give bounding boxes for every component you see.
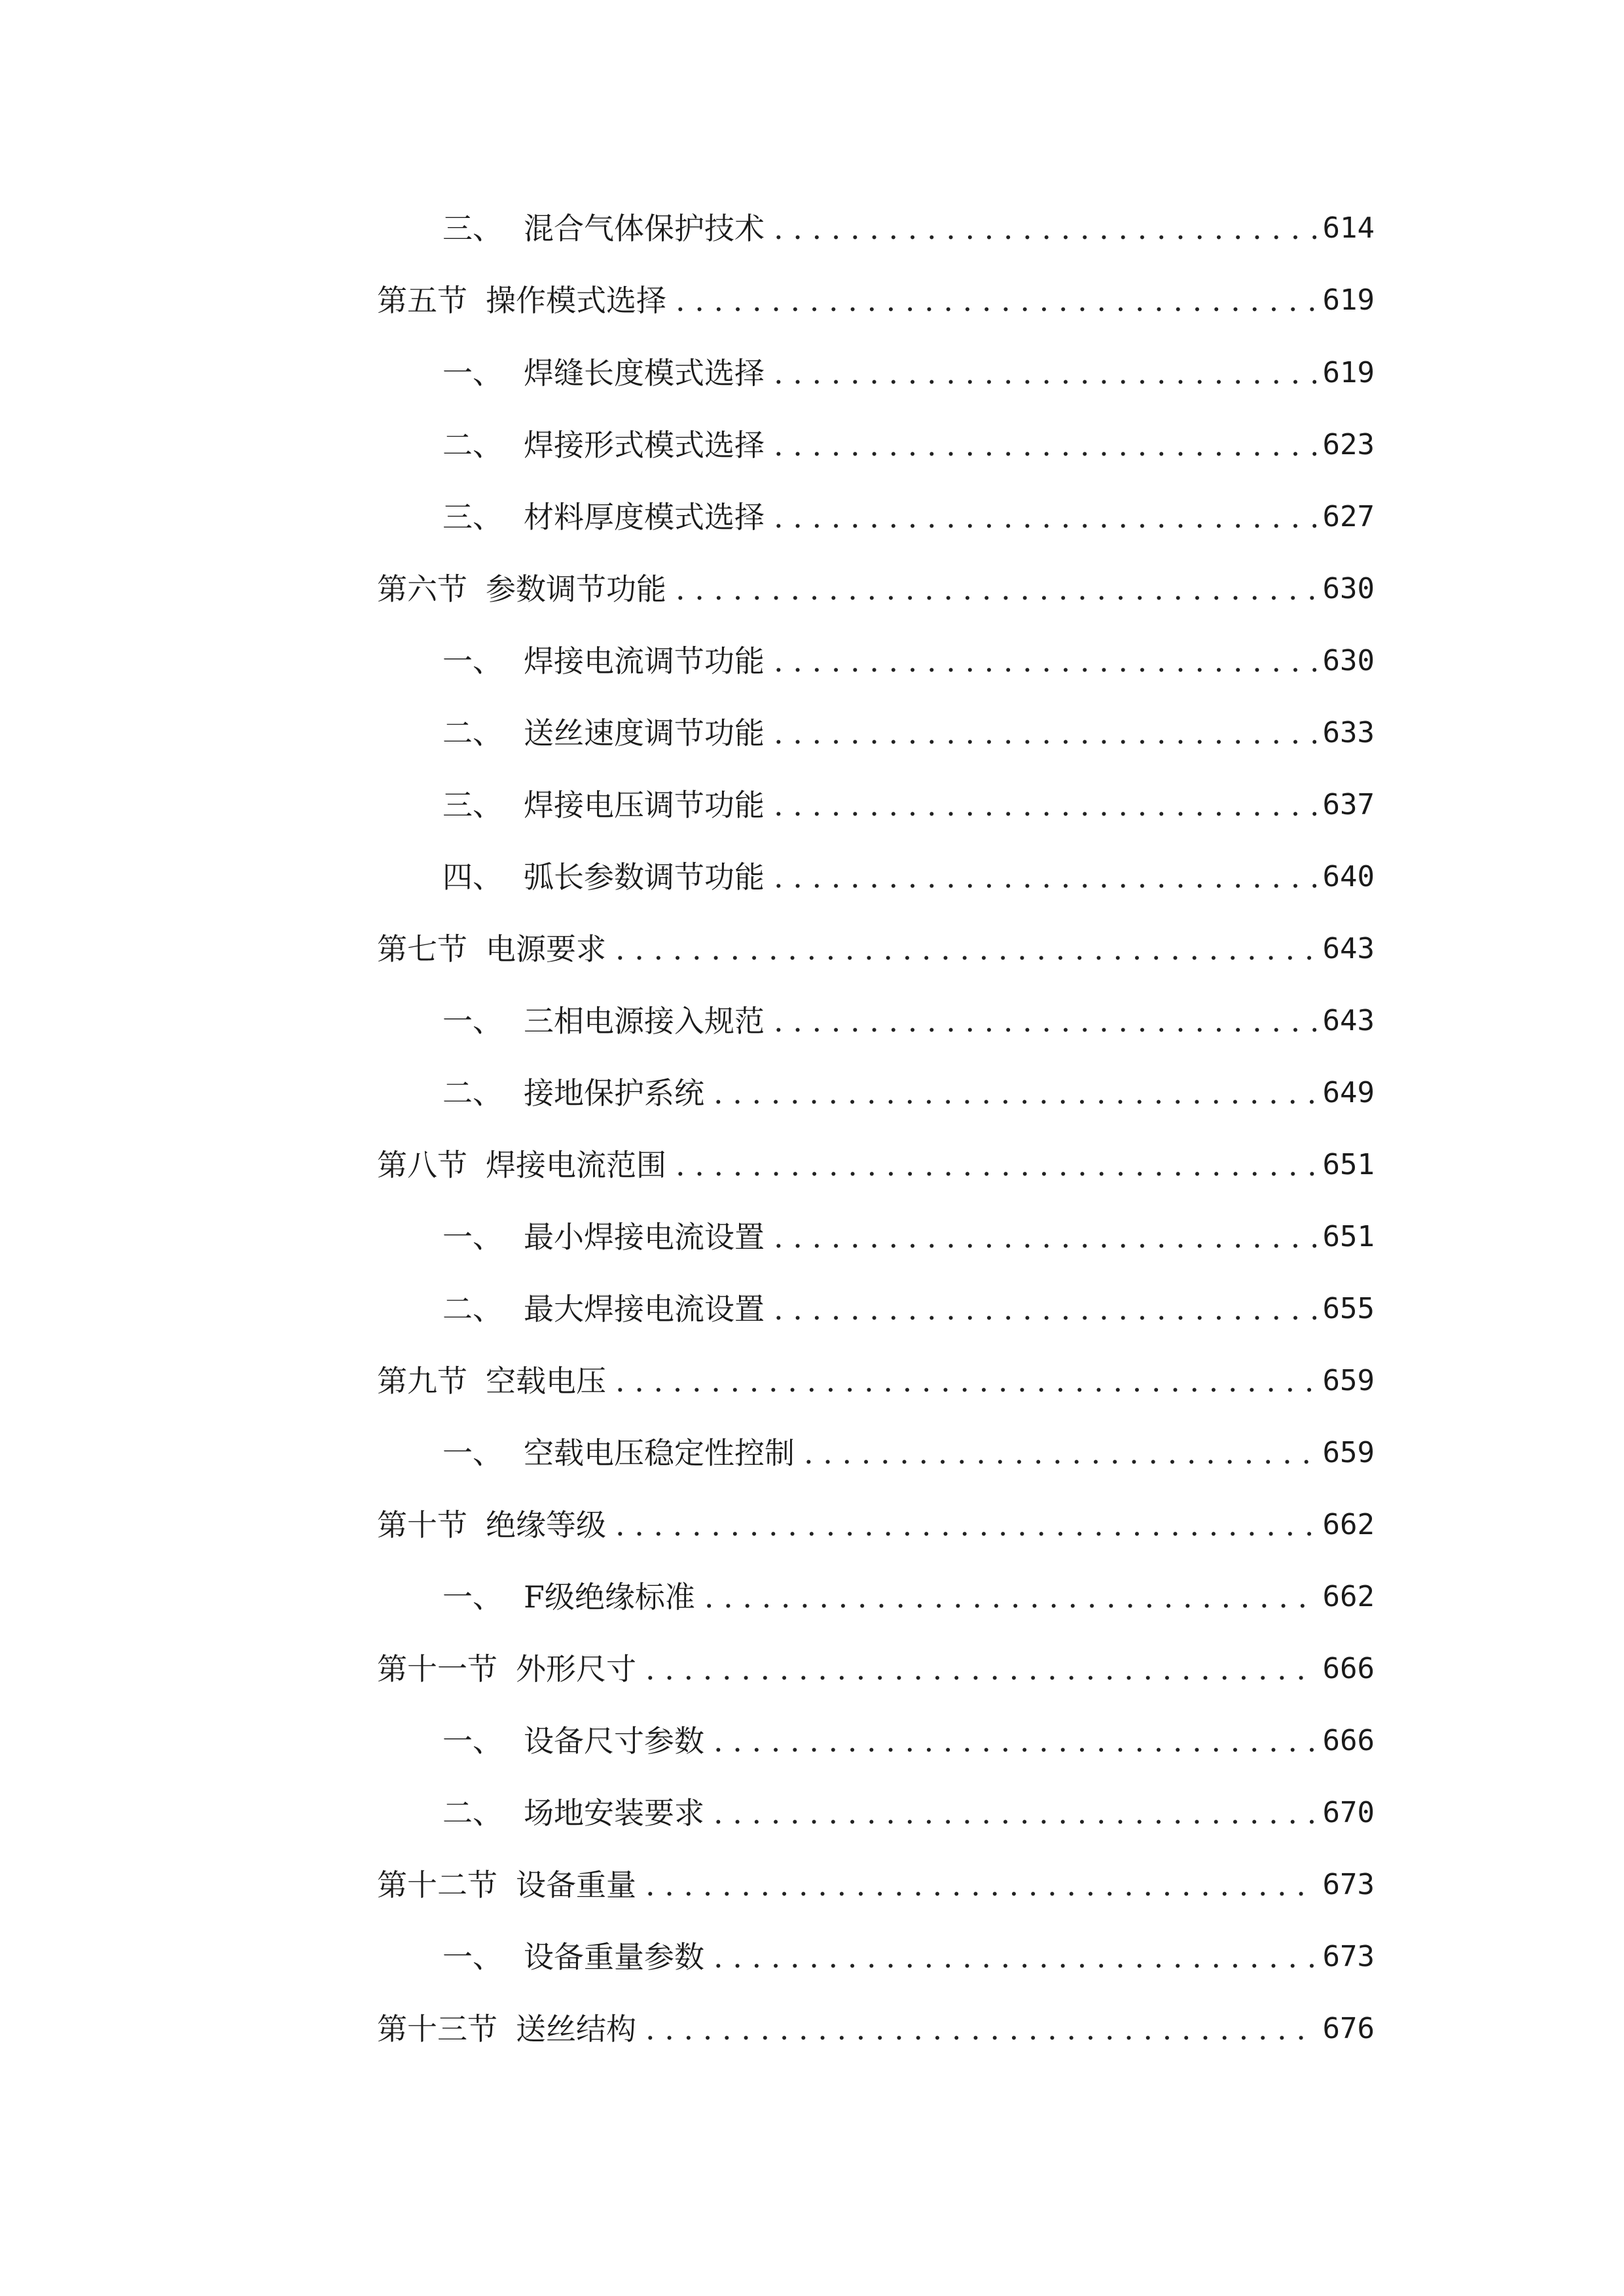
toc-entry[interactable]: [442, 1283, 1375, 1335]
toc-entry[interactable]: [377, 1643, 1375, 1695]
dot-leader: [676, 1139, 1316, 1191]
toc-entry-title: 焊接电流范围: [486, 1147, 666, 1183]
toc-entry-title: 空载电压: [486, 1363, 606, 1399]
toc-entry-title: 焊接形式模式选择: [524, 427, 765, 463]
toc-entry-page: 676: [1322, 2012, 1375, 2045]
toc-entry-page: 630: [1322, 572, 1375, 605]
dot-leader: [774, 1283, 1316, 1335]
toc-entry-page: 614: [1322, 211, 1375, 245]
toc-entry[interactable]: [377, 1859, 1375, 1911]
toc-entry-title: 弧长参数调节功能: [524, 859, 765, 895]
toc-entry-page: 651: [1322, 1148, 1375, 1181]
dot-leader: [713, 1931, 1316, 1983]
toc-entry[interactable]: [442, 995, 1375, 1047]
toc-entry-title: 电源要求: [486, 931, 606, 967]
dot-leader: [713, 1787, 1316, 1839]
dot-leader: [774, 419, 1316, 471]
toc-entry-page: 637: [1322, 788, 1375, 821]
dot-leader: [774, 995, 1316, 1047]
toc-entry-number: 一、: [442, 1723, 503, 1759]
toc-entry-title: 绝缘等级: [486, 1507, 606, 1543]
toc-entry[interactable]: [377, 923, 1375, 975]
toc-entry-number: 一、: [442, 1435, 503, 1471]
toc-entry-number: 第十二节: [377, 1867, 497, 1903]
toc-entry-number: 三、: [442, 787, 503, 823]
toc-entry-page: 651: [1322, 1220, 1375, 1253]
dot-leader: [774, 491, 1316, 543]
dot-leader: [704, 1571, 1316, 1623]
toc-entry-title: 设备重量: [516, 1867, 636, 1903]
toc-entry[interactable]: [442, 347, 1375, 399]
toc-entry[interactable]: [442, 1211, 1375, 1263]
toc-entry-page: 627: [1322, 500, 1375, 533]
toc-entry-title: 焊接电压调节功能: [524, 787, 765, 823]
toc-entry-number: 二、: [442, 1795, 503, 1831]
toc-entry[interactable]: [442, 1931, 1375, 1983]
toc-entry-page: 670: [1322, 1796, 1375, 1829]
toc-entry-number: 一、: [442, 1579, 503, 1615]
toc-entry-number: 第九节: [377, 1363, 467, 1399]
toc-entry-number: 第十节: [377, 1507, 467, 1543]
toc-entry-number: 一、: [442, 355, 503, 391]
toc-entry-number: 第十三节: [377, 2011, 497, 2047]
toc-entry-title: 设备尺寸参数: [524, 1723, 704, 1759]
dot-leader: [774, 202, 1316, 255]
dot-leader: [615, 1355, 1316, 1407]
toc-entry[interactable]: [442, 635, 1375, 687]
toc-entry[interactable]: [442, 1787, 1375, 1839]
toc-entry-number: 二、: [442, 1075, 503, 1111]
toc-entry[interactable]: [377, 1355, 1375, 1407]
toc-entry-title: 空载电压稳定性控制: [524, 1435, 795, 1471]
toc-entry-title: 操作模式选择: [486, 283, 666, 318]
toc-entry-number: 第六节: [377, 571, 467, 607]
toc-entry[interactable]: [377, 1499, 1375, 1551]
toc-entry-page: 643: [1322, 932, 1375, 965]
toc-entry-page: 649: [1322, 1076, 1375, 1109]
toc-entry-title: 混合气体保护技术: [524, 211, 765, 246]
toc-entry-number: 三、: [442, 211, 503, 246]
toc-entry-number: 二、: [442, 1291, 503, 1327]
toc-entry[interactable]: [377, 2003, 1375, 2055]
toc-entry-number: 一、: [442, 1003, 503, 1039]
toc-entry-page: 659: [1322, 1436, 1375, 1469]
toc-entry-page: 666: [1322, 1652, 1375, 1685]
dot-leader: [804, 1427, 1316, 1479]
toc-entry-page: 623: [1322, 428, 1375, 461]
toc-entry[interactable]: [442, 491, 1375, 543]
toc-entry[interactable]: [442, 1715, 1375, 1767]
toc-entry-title: 送丝速度调节功能: [524, 715, 765, 751]
toc-entry-page: 619: [1322, 356, 1375, 389]
dot-leader: [615, 1499, 1316, 1551]
dot-leader: [774, 707, 1316, 759]
toc-entry-title: 设备重量参数: [524, 1939, 704, 1975]
dot-leader: [615, 923, 1316, 975]
toc-entry-page: 640: [1322, 860, 1375, 893]
toc-entry[interactable]: [442, 707, 1375, 759]
toc-entry-page: 659: [1322, 1364, 1375, 1397]
toc-entry-page: 643: [1322, 1004, 1375, 1037]
toc-entry-number: 一、: [442, 1939, 503, 1975]
toc-entry-page: 630: [1322, 644, 1375, 677]
toc-entry[interactable]: [442, 419, 1375, 471]
toc-entry-page: 655: [1322, 1292, 1375, 1325]
toc-entry[interactable]: [442, 202, 1375, 255]
dot-leader: [774, 851, 1316, 903]
toc-entry-number: 第八节: [377, 1147, 467, 1183]
toc-entry-title: 材料厚度模式选择: [524, 499, 765, 535]
toc-entry-title: F级绝缘标准: [524, 1579, 695, 1615]
dot-leader: [645, 1859, 1316, 1911]
dot-leader: [774, 1211, 1316, 1263]
toc-entry-page: 666: [1322, 1724, 1375, 1757]
toc-entry-number: 第十一节: [377, 1651, 497, 1687]
toc-entry-number: 四、: [442, 859, 503, 895]
toc-entry-number: 第五节: [377, 283, 467, 318]
toc-entry-title: 三相电源接入规范: [524, 1003, 765, 1039]
toc-entry-number: 二、: [442, 715, 503, 751]
toc-entry[interactable]: [377, 274, 1375, 327]
dot-leader: [676, 563, 1316, 615]
toc-entry-page: 662: [1322, 1580, 1375, 1613]
toc-entry-title: 接地保护系统: [524, 1075, 704, 1111]
toc-entry-title: 场地安装要求: [524, 1795, 704, 1831]
toc-entry[interactable]: [442, 779, 1375, 831]
toc-entry-number: 一、: [442, 643, 503, 679]
toc-entry-title: 焊缝长度模式选择: [524, 355, 765, 391]
toc-entry-title: 焊接电流调节功能: [524, 643, 765, 679]
toc-entry[interactable]: [442, 1067, 1375, 1119]
dot-leader: [774, 635, 1316, 687]
toc-entry-title: 送丝结构: [516, 2011, 636, 2047]
toc-entry[interactable]: [442, 851, 1375, 903]
dot-leader: [645, 1643, 1316, 1695]
toc-entry[interactable]: [442, 1427, 1375, 1479]
toc-entry-number: 二、: [442, 427, 503, 463]
toc-entry-title: 外形尺寸: [516, 1651, 636, 1687]
toc-entry-page: 662: [1322, 1508, 1375, 1541]
toc-entry-number: 第七节: [377, 931, 467, 967]
toc-entry-number: 三、: [442, 499, 503, 535]
dot-leader: [676, 274, 1316, 327]
toc-entry-title: 最大焊接电流设置: [524, 1291, 765, 1327]
toc-entry-number: 一、: [442, 1219, 503, 1255]
toc-entry[interactable]: [442, 1571, 1375, 1623]
toc-entry-page: 673: [1322, 1868, 1375, 1901]
toc-entry-title: 最小焊接电流设置: [524, 1219, 765, 1255]
toc-entry[interactable]: [377, 563, 1375, 615]
toc-entry-page: 673: [1322, 1940, 1375, 1973]
toc-entry-title: 参数调节功能: [486, 571, 666, 607]
dot-leader: [774, 779, 1316, 831]
dot-leader: [713, 1067, 1316, 1119]
dot-leader: [713, 1715, 1316, 1767]
toc-entry-page: 619: [1322, 283, 1375, 317]
dot-leader: [774, 347, 1316, 399]
toc-entry-page: 633: [1322, 716, 1375, 749]
toc-entry[interactable]: [377, 1139, 1375, 1191]
dot-leader: [645, 2003, 1316, 2055]
